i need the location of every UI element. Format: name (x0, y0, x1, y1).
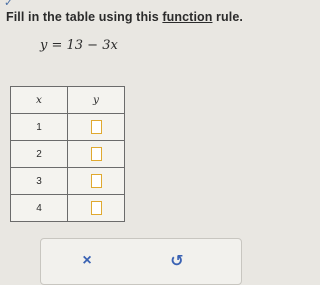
function-rule: y = 13 − 3x (40, 38, 118, 53)
undo-icon: ↺ (170, 253, 184, 270)
table-row (11, 114, 125, 141)
clear-button[interactable] (77, 251, 97, 271)
table-row (11, 168, 125, 195)
prompt-text-after: rule. (212, 10, 243, 24)
y-answer-input[interactable] (91, 120, 102, 134)
prompt-text-before: Fill in the table using this (6, 10, 163, 24)
x-value: 2 (11, 141, 68, 168)
table-header-row (11, 87, 125, 114)
column-header-x: x (11, 87, 68, 114)
column-header-y: y (68, 87, 125, 114)
undo-button[interactable] (167, 251, 187, 271)
y-cell (68, 168, 125, 195)
function-table (10, 86, 125, 222)
close-icon: × (82, 252, 92, 269)
y-cell (68, 141, 125, 168)
check-icon: ✓ (4, 0, 14, 9)
x-value: 4 (11, 195, 68, 222)
y-answer-input[interactable] (91, 201, 102, 215)
y-answer-input[interactable] (91, 147, 102, 161)
answer-controls-panel (40, 238, 242, 285)
question-prompt (6, 10, 243, 24)
table-row (11, 141, 125, 168)
table-row (11, 195, 125, 222)
y-cell (68, 195, 125, 222)
y-answer-input[interactable] (91, 174, 102, 188)
function-link[interactable]: function (162, 10, 213, 24)
y-cell (68, 114, 125, 141)
x-value: 3 (11, 168, 68, 195)
x-value: 1 (11, 114, 68, 141)
